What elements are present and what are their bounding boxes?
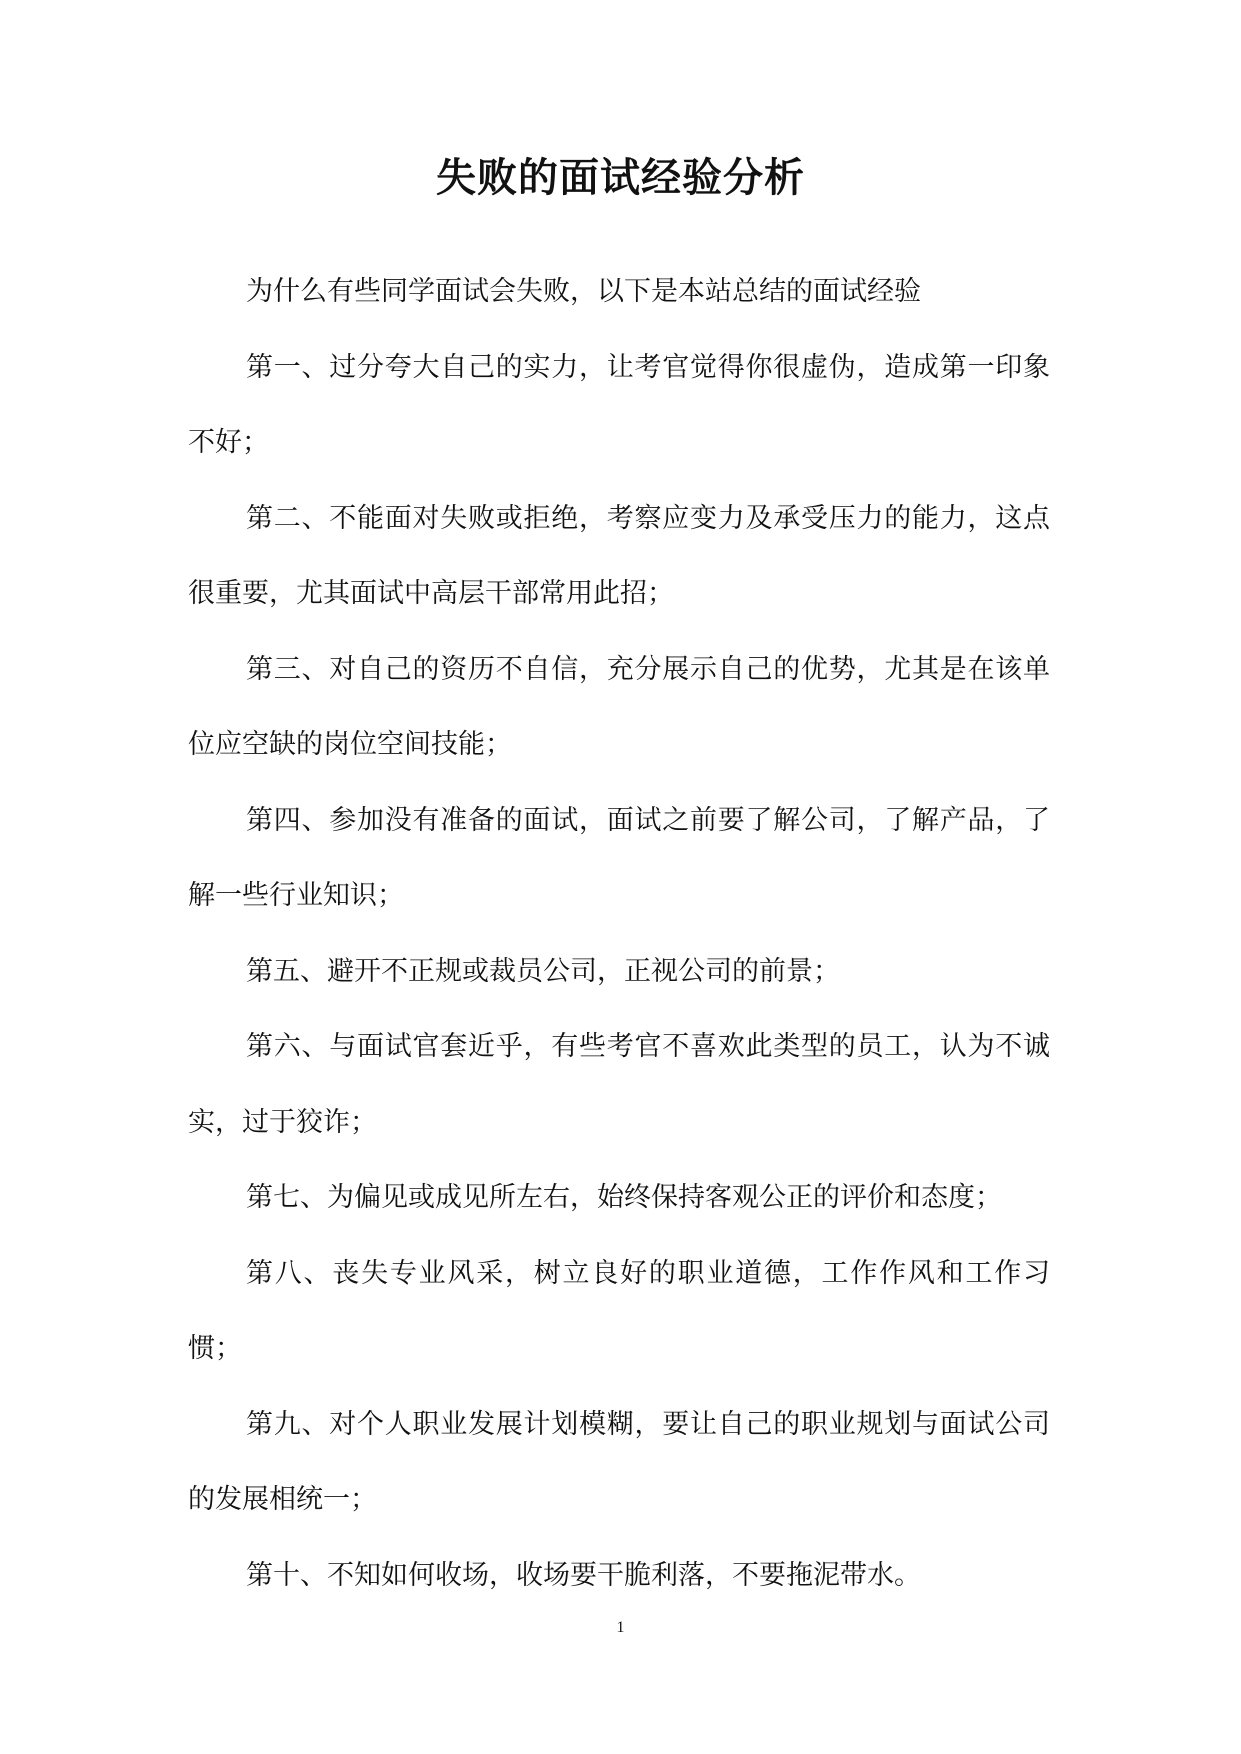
paragraph-item-2: 第二、不能面对失败或拒绝，考察应变力及承受压力的能力，这点很重要，尤其面试中高层干部常用此招；	[188, 502, 1050, 609]
paragraph-item-8: 第八、丧失专业风采，树立良好的职业道德，工作作风和工作习惯；	[188, 1257, 1050, 1364]
paragraph-intro: 为什么有些同学面试会失败，以下是本站总结的面试经验	[246, 276, 921, 307]
paragraph-item-6: 第六、与面试官套近乎，有些考官不喜欢此类型的员工，认为不诚实，过于狡诈；	[188, 1031, 1050, 1138]
paragraph-item-9: 第九、对个人职业发展计划模糊，要让自己的职业规划与面试公司的发展相统一；	[188, 1408, 1050, 1515]
paragraph-item-4: 第四、参加没有准备的面试，面试之前要了解公司，了解产品，了解一些行业知识；	[188, 804, 1050, 911]
document-title: 失败的面试经验分析	[436, 155, 805, 201]
document-body	[188, 254, 1050, 1613]
paragraph-item-7: 第七、为偏见或成见所左右，始终保持客观公正的评价和态度；	[246, 1182, 1002, 1213]
paragraph-item-5: 第五、避开不正规或裁员公司，正视公司的前景；	[246, 955, 840, 987]
paragraph-item-1: 第一、过分夸大自己的实力，让考官觉得你很虚伪，造成第一印象不好；	[188, 351, 1050, 458]
page-number: 1	[616, 1619, 625, 1636]
paragraph-item-10: 第十、不知如何收场，收场要干脆利落，不要拖泥带水。	[246, 1559, 921, 1591]
paragraph-item-3: 第三、对自己的资历不自信，充分展示自己的优势，尤其是在该单位应空缺的岗位空间技能；	[188, 653, 1050, 760]
